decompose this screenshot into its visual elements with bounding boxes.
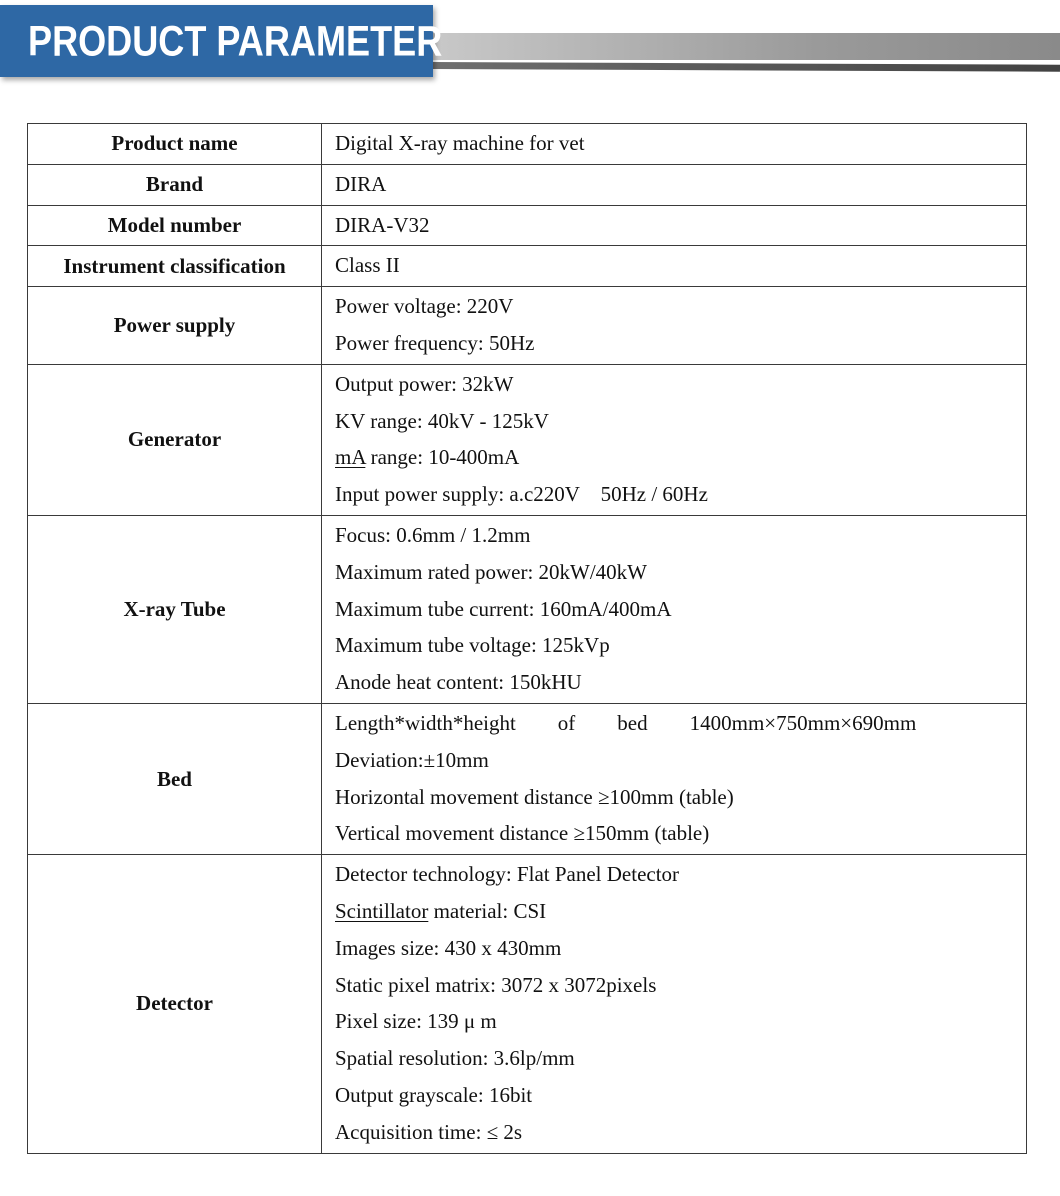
spec-line: Class II (335, 253, 400, 278)
spec-line: Images size: 430 x 430mm (335, 935, 562, 960)
page-header (0, 0, 1060, 123)
table-row (28, 364, 1027, 515)
row-label: Instrument classification (28, 246, 322, 287)
spec-line: Vertical movement distance ≥150mm (table) (335, 821, 710, 846)
row-value (322, 703, 1027, 854)
spec-line: KV range: 40kV - 125kV (335, 408, 549, 433)
header-dark-stripe (432, 62, 1060, 72)
spec-line: Horizontal movement distance ≥100mm (table) (335, 784, 734, 809)
row-label: Generator (28, 364, 322, 515)
spec-line: Power voltage: 220V (335, 294, 514, 319)
row-value (322, 246, 1027, 287)
table-row (28, 855, 1027, 1153)
spec-line: mA range: 10-400mA (335, 445, 520, 470)
row-value (322, 855, 1027, 1153)
spec-line: Deviation:±10mm (335, 747, 489, 772)
row-label: Bed (28, 703, 322, 854)
table-row (28, 164, 1027, 205)
row-value (322, 124, 1027, 165)
spec-line: Maximum tube current: 160mA/400mA (335, 596, 672, 621)
row-label: Brand (28, 164, 322, 205)
page-title: PRODUCT PARAMETER (28, 16, 443, 65)
spec-line: Power frequency: 50Hz (335, 330, 535, 355)
spec-line: DIRA-V32 (335, 212, 430, 237)
row-value (322, 364, 1027, 515)
spec-line: Pixel size: 139 μ m (335, 1009, 497, 1034)
underlined-word: Scintillator (335, 898, 429, 923)
spec-line: Focus: 0.6mm / 1.2mm (335, 522, 531, 547)
product-parameter-table (27, 123, 1027, 1154)
spec-line: DIRA (335, 171, 387, 196)
spec-line: Output power: 32kW (335, 371, 514, 396)
spec-line: Spatial resolution: 3.6lp/mm (335, 1046, 575, 1071)
table-row (28, 205, 1027, 246)
spec-line: Anode heat content: 150kHU (335, 670, 582, 695)
row-label: Detector (28, 855, 322, 1153)
spec-line: Digital X-ray machine for vet (335, 131, 585, 155)
row-value (322, 164, 1027, 205)
underlined-word: mA (335, 445, 366, 470)
header-banner (0, 5, 443, 77)
row-value (322, 515, 1027, 703)
row-label: Power supply (28, 287, 322, 365)
row-label: X-ray Tube (28, 515, 322, 703)
spec-line: Detector technology: Flat Panel Detector (335, 862, 680, 887)
table-row (28, 703, 1027, 854)
spec-line: Acquisition time: ≤ 2s (335, 1119, 523, 1144)
spec-line: Length*width*height of bed 1400mm×750mm×690mm (335, 710, 917, 735)
spec-table-body (28, 124, 1027, 1154)
table-row (28, 515, 1027, 703)
table-row (28, 287, 1027, 365)
row-label: Product name (28, 124, 322, 165)
spec-line: Scintillator material: CSI (335, 898, 547, 923)
spec-line: Maximum rated power: 20kW/40kW (335, 559, 648, 584)
row-value (322, 205, 1027, 246)
row-value (322, 287, 1027, 365)
table-row (28, 124, 1027, 165)
row-label: Model number (28, 205, 322, 246)
table-row (28, 246, 1027, 287)
spec-line: Input power supply: a.c220V 50Hz / 60Hz (335, 482, 708, 507)
spec-line: Static pixel matrix: 3072 x 3072pixels (335, 972, 657, 997)
spec-line: Output grayscale: 16bit (335, 1082, 533, 1107)
spec-line: Maximum tube voltage: 125kVp (335, 633, 610, 658)
